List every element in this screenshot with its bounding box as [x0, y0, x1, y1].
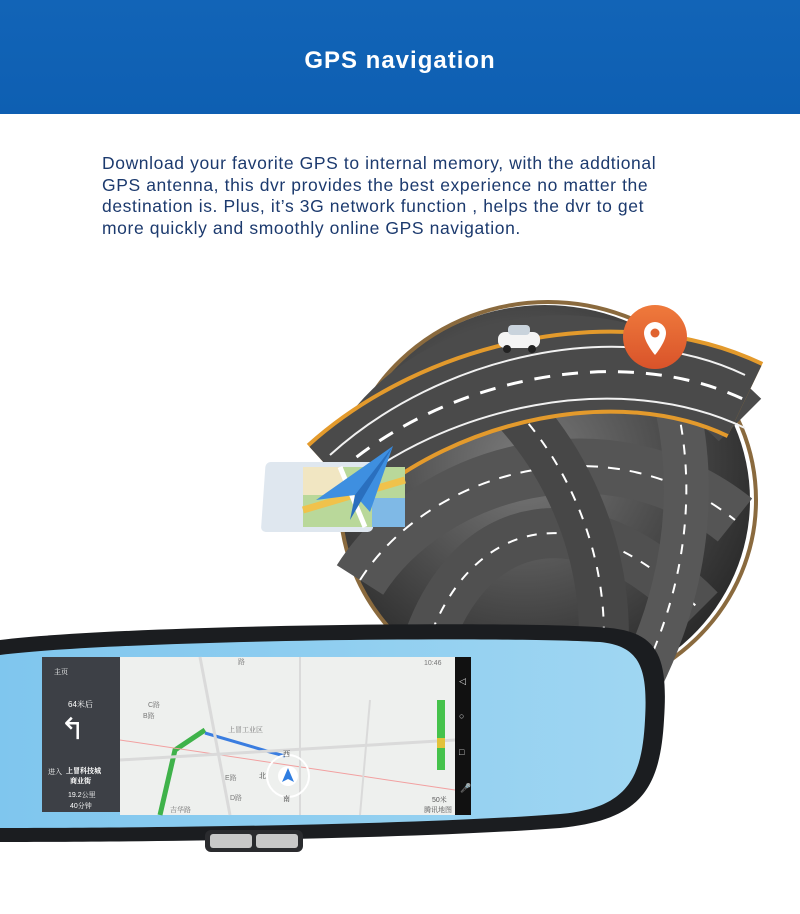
turn-left-icon: ↰	[60, 713, 86, 746]
scale-label: 50米	[432, 797, 447, 804]
microphone-icon[interactable]: 🎤	[460, 783, 472, 793]
map-pin-icon	[623, 305, 687, 369]
destination-line2: 商业街	[70, 778, 91, 785]
map-label: 路	[238, 659, 245, 666]
map-label: E路	[225, 775, 237, 782]
description-line: Download your favorite GPS to internal memory, with the addtional	[102, 153, 657, 173]
page-title: GPS navigation	[304, 47, 496, 74]
nav-panel	[42, 657, 120, 812]
clock: 10:46	[424, 660, 442, 667]
map-label: B路	[143, 713, 155, 720]
remaining-time: 40分钟	[70, 803, 92, 810]
description-line: GPS antenna, this dvr provides the best experience no matter the	[102, 174, 649, 195]
back-icon[interactable]: ◁	[459, 676, 466, 686]
map-label: 北	[259, 773, 266, 780]
map-label: 西	[283, 751, 290, 758]
distance-next: 64米后	[68, 700, 93, 709]
map-label: 吉华路	[170, 807, 191, 814]
map-label: C路	[148, 702, 161, 709]
map-label: D路	[230, 795, 243, 802]
brand-label: 腾讯地图	[424, 807, 452, 814]
description-line: more quickly and smoothly online GPS navigation.	[102, 217, 521, 238]
enter-label: 进入	[48, 769, 62, 776]
remaining-distance: 19.2公里	[68, 792, 96, 799]
home-label[interactable]: 主页	[54, 669, 68, 676]
map-label: 南	[283, 796, 290, 803]
home-circle-icon[interactable]: ○	[459, 711, 465, 721]
destination-line1: 上冒科技城	[66, 768, 101, 775]
description-line: destination is. Plus, it’s 3G network function , helps the dvr to get	[102, 196, 645, 216]
map-label: 上冒工业区	[228, 727, 263, 734]
recent-square-icon[interactable]: □	[459, 747, 465, 757]
